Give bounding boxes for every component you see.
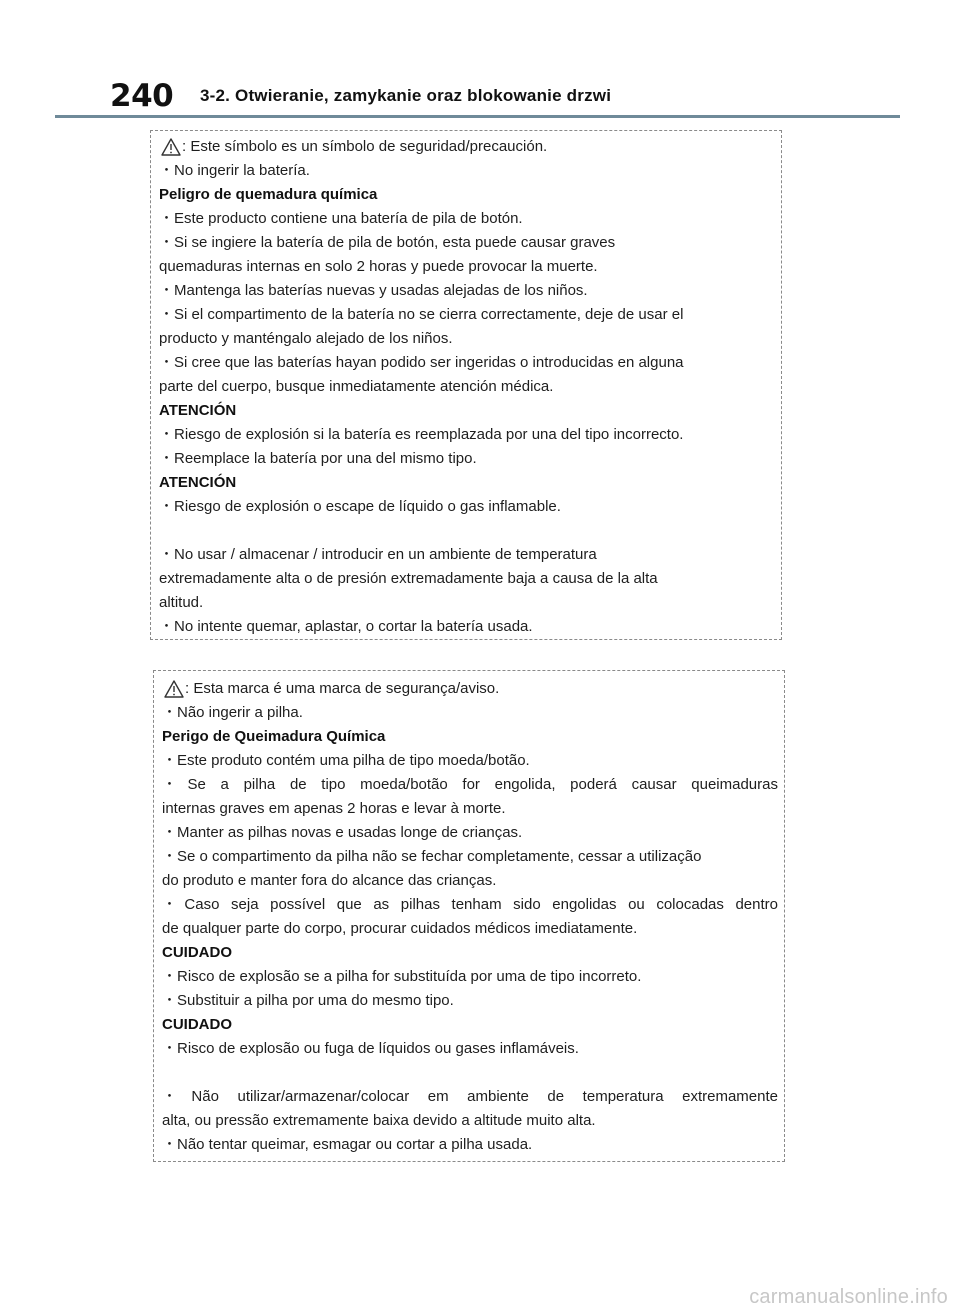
symbol-note-text: : Este símbolo es un símbolo de seguridad/precaución. [182, 138, 548, 155]
warning-line: ・No ingerir la batería. [159, 162, 310, 179]
warning-line: ・Si cree que las baterías hayan podido ser ingeridas o introducidas en alguna [159, 354, 684, 371]
warning-heading: Perigo de Queimadura Química [162, 728, 386, 745]
warning-line: producto y manténgalo alejado de los niños. [159, 330, 453, 347]
warning-line: ・Manter as pilhas novas e usadas longe de crianças. [162, 824, 523, 841]
symbol-note [159, 137, 775, 157]
warning-line: internas graves em apenas 2 horas e levar à morte. [162, 800, 506, 817]
warning-line: ・Risco de explosão ou fuga de líquidos ou gases inflamáveis. [162, 1040, 579, 1057]
warning-line: alta, ou pressão extremamente baixa devido a altitude muito alta. [162, 1112, 596, 1129]
warning-heading: Peligro de quemadura química [159, 186, 378, 203]
caution-triangle-icon [161, 138, 181, 156]
warning-heading: CUIDADO [162, 1016, 232, 1033]
symbol-note-text: : Esta marca é uma marca de segurança/aviso. [185, 680, 500, 697]
warning-line: de qualquer parte do corpo, procurar cuidados médicos imediatamente. [162, 920, 638, 937]
warning-line: ・Risco de explosão se a pilha for substituída por uma de tipo incorreto. [162, 968, 642, 985]
warning-line: ・Reemplace la batería por una del mismo tipo. [159, 450, 477, 467]
warning-heading: CUIDADO [162, 944, 232, 961]
symbol-note [162, 679, 778, 699]
warning-line: ・Este produto contém uma pilha de tipo moeda/botão. [162, 752, 530, 769]
warning-line: altitud. [159, 594, 204, 611]
warning-line: ・Não tentar queimar, esmagar ou cortar a pilha usada. [162, 1136, 533, 1153]
warning-box-portuguese [153, 670, 785, 1162]
section-title: 3-2. Otwieranie, zamykanie oraz blokowanie drzwi [200, 86, 612, 105]
warning-line: ・Caso seja possível que as pilhas tenham sido engolidas ou colocadas dentro [162, 896, 778, 913]
caution-triangle-icon [164, 680, 184, 698]
warning-line: ・Substituir a pilha por uma do mesmo tipo. [162, 992, 454, 1009]
warning-line: ・Se a pilha de tipo moeda/botão for engolida, poderá causar queimaduras [162, 776, 778, 793]
warning-line: do produto e manter fora do alcance das crianças. [162, 872, 497, 889]
warning-heading: ATENCIÓN [159, 402, 237, 419]
watermark: carmanualsonline.info [749, 1286, 948, 1308]
page-number: 240 [110, 78, 174, 114]
header-divider [55, 115, 900, 118]
warning-line: ・Riesgo de explosión si la batería es reemplazada por una del tipo incorrecto. [159, 426, 684, 443]
warning-box-spanish [150, 130, 782, 640]
warning-line: ・No usar / almacenar / introducir en un ambiente de temperatura [159, 546, 597, 563]
warning-line: ・Não utilizar/armazenar/colocar em ambiente de temperatura extremamente [162, 1088, 778, 1105]
warning-line: extremadamente alta o de presión extremadamente baja a causa de la alta [159, 570, 658, 587]
warning-line: ・No intente quemar, aplastar, o cortar la batería usada. [159, 618, 533, 635]
warning-line: ・Riesgo de explosión o escape de líquido o gas inflamable. [159, 498, 561, 515]
warning-line: ・Não ingerir a pilha. [162, 704, 303, 721]
warning-line: ・Se o compartimento da pilha não se fechar completamente, cessar a utilização [162, 848, 702, 865]
warning-line: ・Si el compartimento de la batería no se cierra correctamente, deje de usar el [159, 306, 684, 323]
warning-line: ・Este producto contiene una batería de pila de botón. [159, 210, 523, 227]
warning-line: parte del cuerpo, busque inmediatamente atención médica. [159, 378, 554, 395]
warning-heading: ATENCIÓN [159, 474, 237, 491]
warning-line: quemaduras internas en solo 2 horas y puede provocar la muerte. [159, 258, 598, 275]
warning-line: ・Si se ingiere la batería de pila de botón, esta puede causar graves [159, 234, 616, 251]
warning-line: ・Mantenga las baterías nuevas y usadas alejadas de los niños. [159, 282, 588, 299]
